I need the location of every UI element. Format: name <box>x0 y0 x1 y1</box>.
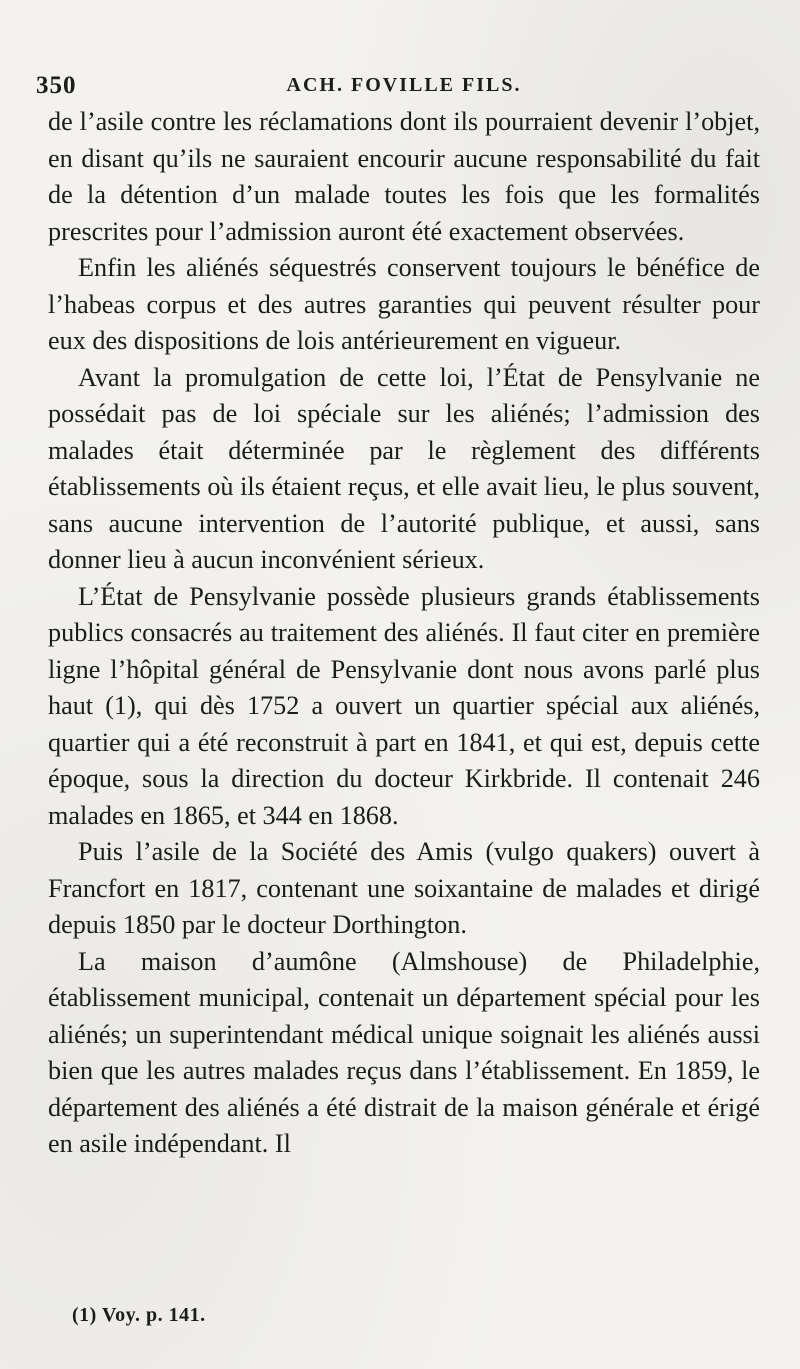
paragraph-before-law: Avant la promulgation de cette loi, l’État de Pensylvanie ne possédait pas de loi spéciale sur les aliénés; l’admission des malades était déterminée par le règlement des différents établissements où ils étaient reçus, et elle avait lieu, le plus souvent, sans aucune intervention de l’autorité publique, et aussi, sans donner lieu à aucun inconvénient sérieux. <box>48 362 760 574</box>
paragraph-continuation: de l’asile contre les réclamations dont ils pourraient devenir l’objet, en disant qu’ils ne sauraient encourir aucune responsabilité du fait de la détention d’un malade toutes les fois que les formalités prescrites pour l’admission auront été exactement observées. <box>48 107 760 246</box>
running-header <box>36 62 760 104</box>
paragraph-habeas-corpus: Enfin les aliénés séquestrés conservent toujours le bénéfice de l’habeas corpus et des autres garanties qui peuvent résulter pour eux des dispositions de lois antérieurement en vigueur. <box>48 253 760 355</box>
paragraph-friends-asylum: Puis l’asile de la Société des Amis (vulgo quakers) ouvert à Francfort en 1817, contenant une soixantaine de malades et dirigé depuis 1850 par le docteur Dorthington. <box>48 837 760 939</box>
paragraph-almshouse: La maison d’aumône (Almshouse) de Philadelphie, établissement municipal, contenait un département spécial pour les aliénés; un superintendant médical unique soignait les aliénés aussi bien que les autres malades reçus dans l’établissement. En 1859, le département des aliénés a été distrait de la maison générale et érigé en asile indépendant. Il <box>48 946 760 1158</box>
page-number: 350 <box>36 72 77 99</box>
body-text <box>48 104 760 1163</box>
footnote: (1) Voy. p. 141. <box>72 1304 206 1326</box>
paragraph-establishments: L’État de Pensylvanie possède plusieurs grands établissements publics consacrés au traitement des aliénés. Il faut citer en première ligne l’hôpital général de Pensylvanie dont nous avons parlé plus haut (1), qui dès 1752 a ouvert un quartier spécial aux aliénés, quartier qui a été reconstruit à part en 1841, et qui est, depuis cette époque, sous la direction du docteur Kirkbride. Il contenait 246 malades en 1865, et 344 en 1868. <box>48 581 760 830</box>
running-title: ACH. FOVILLE FILS. <box>286 74 522 96</box>
